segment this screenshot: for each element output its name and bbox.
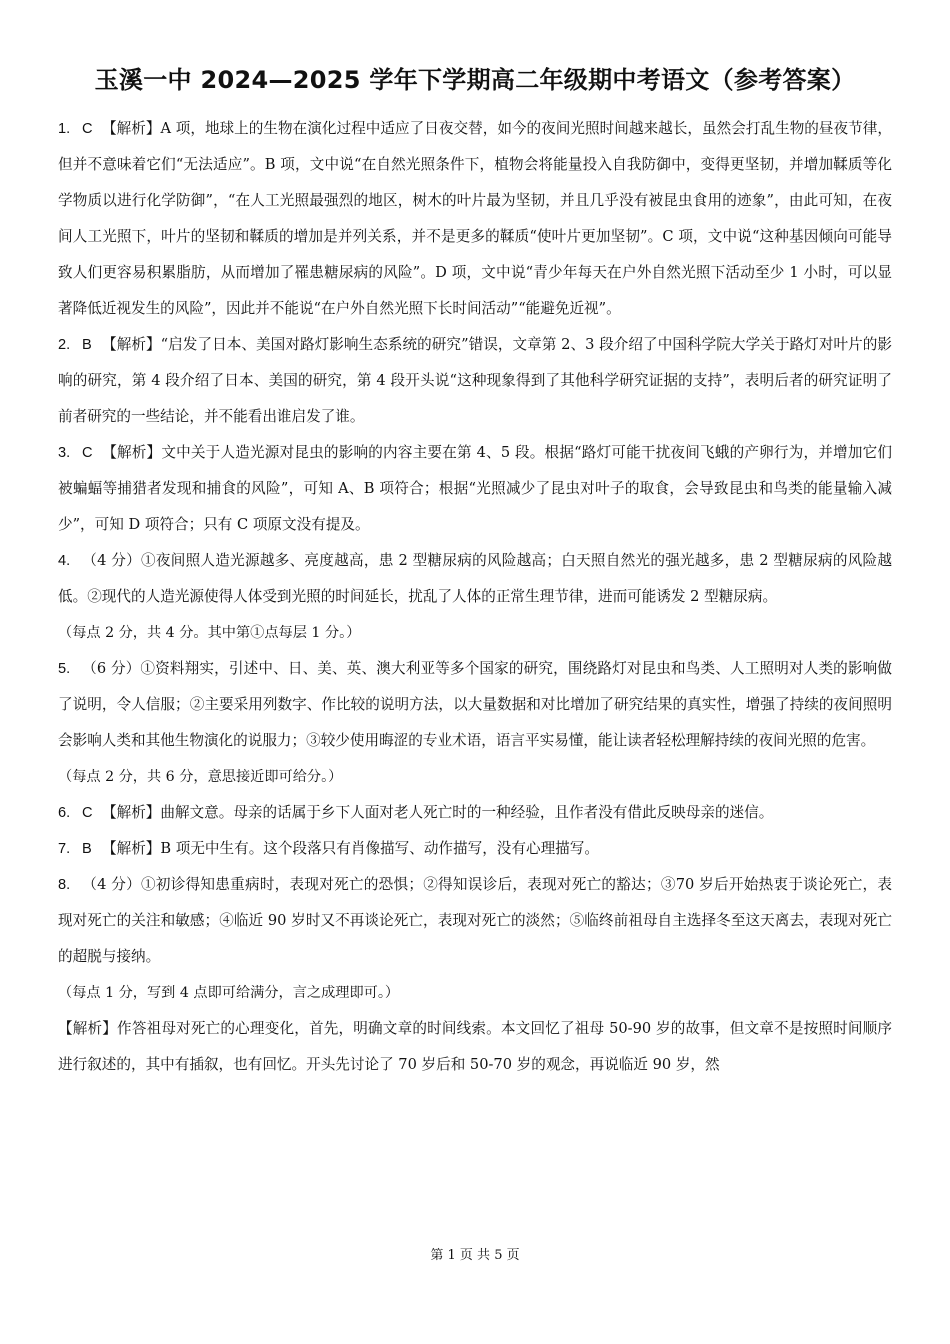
paragraph-text: （6 分）①资料翔实，引述中、日、美、英、澳大利亚等多个国家的研究，围绕路灯对昆虫和鸟类、人工照明对人类的影响做了说明，令人信服；②主要采用列数字、作比较的说明方法，以大量数据和对比增加了研究结果的真实性，增强了持续的夜间照明会影响人类和其他生物演化的说服力；③较少使用晦涩的专业术语，语言平实易懂，能让读者轻松理解持续的夜间光照的危害。 — [58, 660, 892, 749]
paragraph-text: 【解析】曲解文意。母亲的话属于乡下人面对老人死亡时的一种经验，且作者没有借此反映母亲的迷信。 — [102, 804, 774, 821]
paragraph-text: （每点 2 分，共 4 分。其中第①点每层 1 分。） — [58, 625, 361, 641]
question-number: 5. — [58, 661, 71, 677]
paragraph-text: （每点 1 分，写到 4 点即可给满分，言之成理即可。） — [58, 985, 400, 1001]
answer-paragraph — [58, 831, 892, 867]
question-number: 2. — [58, 337, 71, 353]
paragraph-text: 【解析】“启发了日本、美国对路灯影响生态系统的研究”错误，文章第 2、3 段介绍了中国科学院大学关于路灯对叶片的影响的研究，第 4 段介绍了日本、美国的研究，第 4 段开头说“这种现象得到了其他科学研究证据的支持”，表明后者的研究证明了前者研究的一些结论，并不能看出谁启发了谁。 — [58, 336, 892, 425]
question-number: 1. — [58, 121, 71, 137]
question-number: 3. — [58, 445, 71, 461]
answer-paragraph — [58, 651, 892, 759]
answer-paragraph — [58, 435, 892, 543]
paragraph-text: 【解析】作答祖母对死亡的心理变化，首先，明确文章的时间线索。本文回忆了祖母 50-90 岁的故事，但文章不是按照时间顺序进行叙述的，其中有插叙，也有回忆。开头先讨论了 70 岁后和 50-70 岁的观念，再说临近 90 岁，然 — [58, 1020, 892, 1073]
answer-content — [58, 111, 892, 1083]
page-footer: 第 1 页 共 5 页 — [430, 1248, 520, 1263]
answer-paragraph — [58, 111, 892, 327]
scoring-note — [58, 975, 892, 1011]
answer-letter: B — [82, 841, 92, 857]
paragraph-text: （4 分）①夜间照人造光源越多、亮度越高，患 2 型糖尿病的风险越高；白天照自然光的强光越多，患 2 型糖尿病的风险越低。②现代的人造光源使得人体受到光照的时间延长，扰乱了人体的正常生理节律，进而可能诱发 2 型糖尿病。 — [58, 552, 892, 605]
document-title: 玉溪一中 2024—2025 学年下学期高二年级期中考语文（参考答案） — [94, 66, 856, 94]
answer-paragraph — [58, 795, 892, 831]
paragraph-text: （4 分）①初诊得知患重病时，表现对死亡的恐惧；②得知误诊后，表现对死亡的豁达；③70 岁后开始热衷于谈论死亡，表现对死亡的关注和敏感；④临近 90 岁时又不再谈论死亡，表现对死亡的淡然；⑤临终前祖母自主选择冬至这天离去，表现对死亡的超脱与接纳。 — [58, 876, 892, 965]
answer-letter: C — [82, 805, 93, 821]
paragraph-text: 【解析】B 项无中生有。这个段落只有肖像描写、动作描写，没有心理描写。 — [102, 840, 599, 857]
question-number: 4. — [58, 553, 71, 569]
answer-paragraph — [58, 867, 892, 975]
question-number: 6. — [58, 805, 71, 821]
answer-letter: C — [82, 445, 93, 461]
answer-letter: B — [82, 337, 92, 353]
answer-letter: C — [82, 121, 93, 137]
answer-paragraph — [58, 543, 892, 615]
scoring-note — [58, 615, 892, 651]
scoring-note — [58, 759, 892, 795]
question-number: 8. — [58, 877, 71, 893]
paragraph-text: 【解析】文中关于人造光源对昆虫的影响的内容主要在第 4、5 段。根据“路灯可能干扰夜间飞蛾的产卵行为，并增加它们被蝙蝠等捕猎者发现和捕食的风险”，可知 A、B 项符合；根据“光照减少了昆虫对叶子的取食，会导致昆虫和鸟类的能量输入减少”，可知 D 项符合；只有 C 项原文没有提及。 — [58, 444, 892, 533]
paragraph-text: 【解析】A 项，地球上的生物在演化过程中适应了日夜交替，如今的夜间光照时间越来越长，虽然会打乱生物的昼夜节律，但并不意味着它们“无法适应”。B 项，文中说“在自然光照条件下，植物会将能量投入自我防御中，变得更坚韧，并增加鞣质等化学物质以进行化学防御”，“在人工光照最强烈的地区，树木的叶片最为坚韧，并且几乎没有被昆虫食用的迹象”，由此可知，在夜间人工光照下，叶片的坚韧和鞣质的增加是并列关系，并不是更多的鞣质“使叶片更加坚韧”。C 项，文中说“这种基因倾向可能导致人们更容易积累脂肪，从而增加了罹患糖尿病的风险”。D 项，文中说“青少年每天在户外自然光照下活动至少 1 小时，可以显著降低近视发生的风险”，因此并不能说“在户外自然光照下长时间活动”“能避免近视”。 — [58, 120, 892, 317]
answer-paragraph — [58, 327, 892, 435]
question-number: 7. — [58, 841, 71, 857]
paragraph-text: （每点 2 分，共 6 分，意思接近即可给分。） — [58, 769, 343, 785]
answer-paragraph — [58, 1011, 892, 1083]
